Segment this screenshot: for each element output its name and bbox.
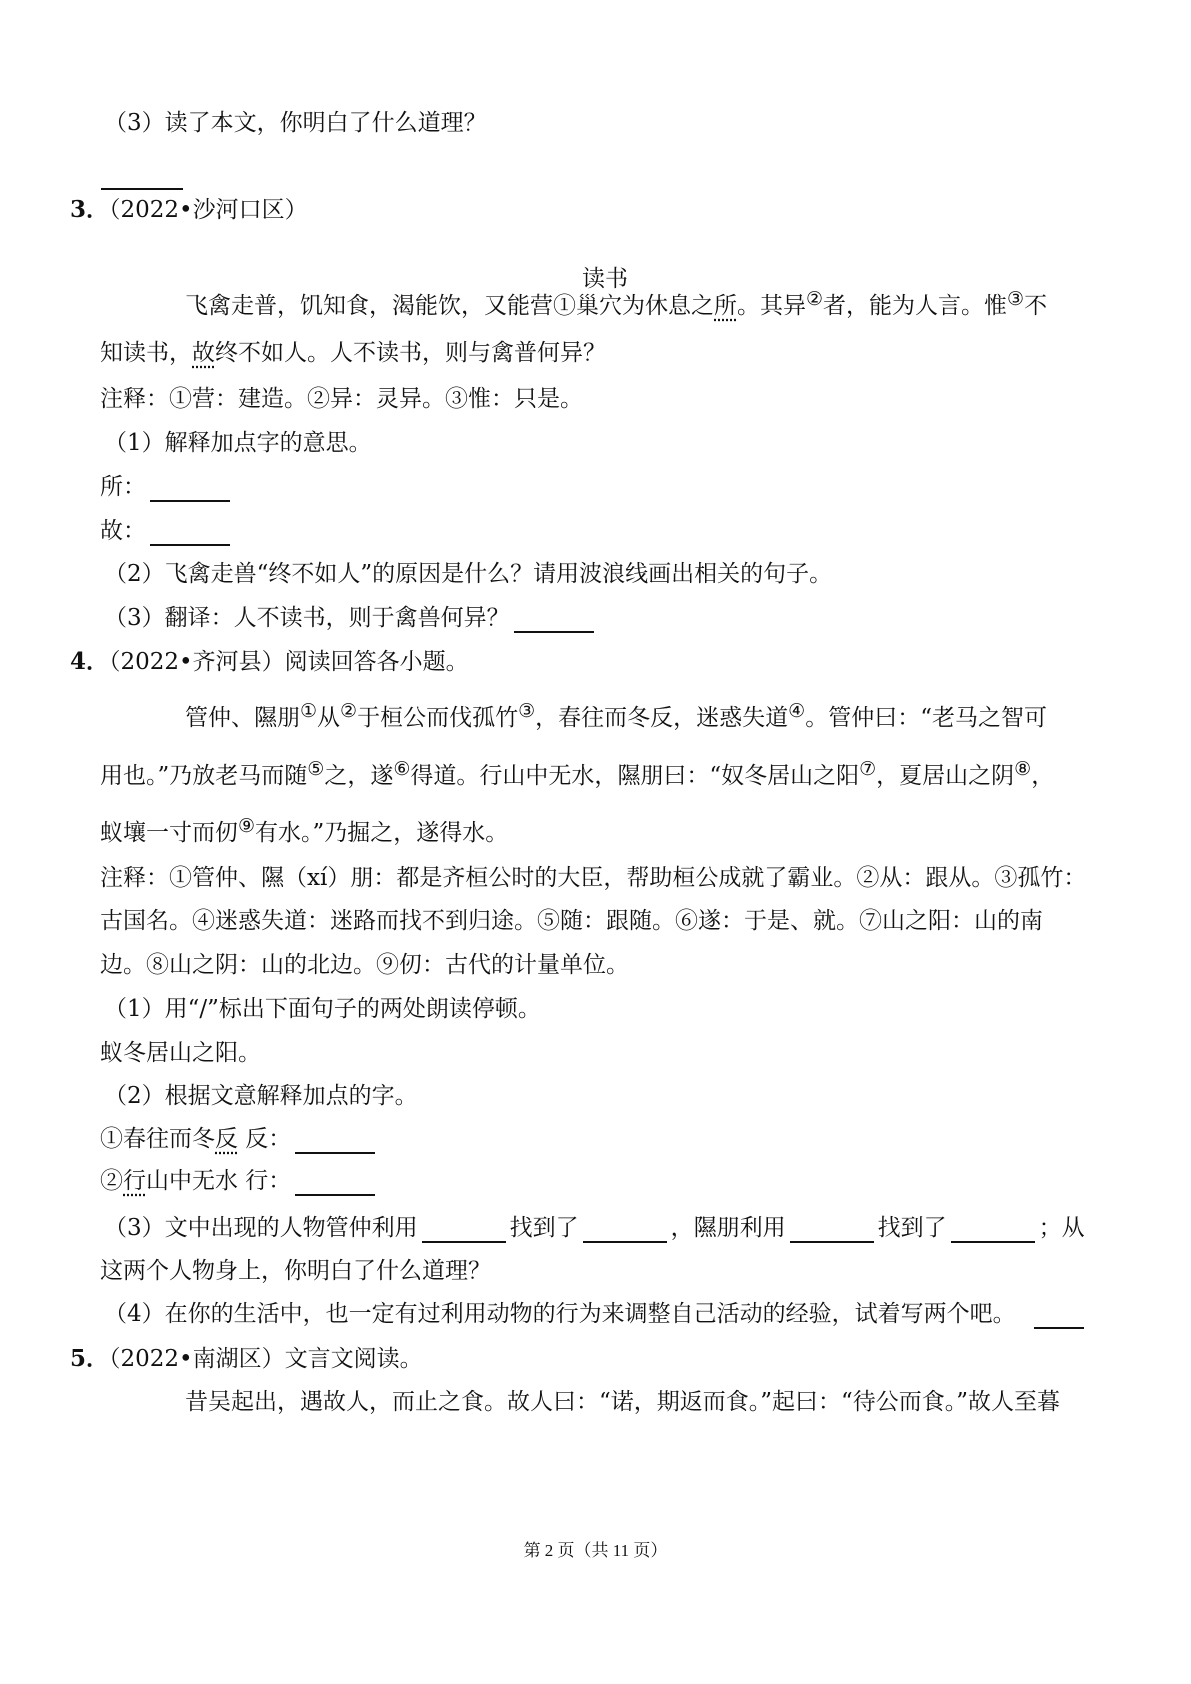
question-3-sub-1-a: 所： [100,474,234,502]
answer-blank[interactable] [150,478,230,502]
answer-blank[interactable] [790,1219,874,1243]
question-4-sub-3: （3）文中出现的人物管仲利用 找到了 ，隰朋利用 找到了 ；从 [104,1215,1085,1241]
question-4-sub-4: （4）在你的生活中，也一定有过利用动物的行为来调整自己活动的经验，试着写两个吧。 [104,1301,1088,1329]
question-number: 4． [70,648,110,675]
passage-notes: 注释：①营：建造。②异：灵异。③惟：只是。 [100,386,583,412]
passage-notes: 注释：①管仲、隰（xí）朋：都是齐桓公时的大臣，帮助桓公成就了霸业。②从：跟从。③孤竹： [100,865,1087,891]
question-source: （2022•齐河县）阅读回答各小题。 [109,649,469,675]
passage-line: 管仲、隰朋①从②于桓公而伐孤竹③，春往而冬反，迷惑失道④。管仲曰：“老马之智可 [185,700,1047,731]
dotted-character: 反 [215,1126,238,1152]
question-5-header [70,1345,423,1374]
answer-blank[interactable] [583,1219,667,1243]
passage-line: 飞禽走普，饥知食，渴能饮，又能营①巢穴为休息之所。其异②者，能为人言。惟③不 [185,288,1048,319]
question-2-sub-3: （3）读了本文，你明白了什么道理？ [104,110,487,136]
answer-blank[interactable] [295,1172,375,1196]
passage-line: 蚁壤一寸而仞⑨有水。”乃掘之，遂得水。 [100,815,509,846]
question-source: （2022•南湖区）文言文阅读。 [109,1346,423,1372]
passage-line: 知读书，故终不如人。人不读书，则与禽普何异？ [100,340,606,366]
question-4-sub-2: （2）根据文意解释加点的字。 [104,1083,418,1109]
question-3-sub-1: （1）解释加点字的意思。 [104,430,372,456]
answer-blank[interactable] [150,522,230,546]
answer-blank[interactable] [295,1130,375,1154]
answer-blank[interactable] [951,1219,1035,1243]
question-number: 5． [70,1345,110,1372]
passage-line: 昔吴起出，遇故人，而止之食。故人曰：“诺，期返而食。”起曰：“待公而食。”故人至暮 [185,1389,1061,1415]
question-3-header [70,196,308,225]
passage-title: 读书 [582,266,628,292]
dotted-character: 所 [714,293,737,319]
question-3-sub-1-b: 故： [100,518,234,546]
question-4-sub-1-sentence: 蚁冬居山之阳。 [100,1040,261,1066]
question-4-header [70,648,469,677]
passage-notes: 古国名。④迷惑失道：迷路而找不到归途。⑤随：跟随。⑥遂：于是、就。⑦山之阳：山的南 [100,908,1043,934]
answer-blank[interactable] [514,609,594,633]
dotted-character: 行 [123,1168,146,1194]
passage-line: 用也。”乃放老马而随⑤之，遂⑥得道。行山中无水，隰朋曰：“奴冬居山之阳⑦，夏居山之阴⑧， [100,758,1055,789]
question-4-sub-2-a: ①春往而冬反 反： [100,1126,379,1154]
question-4-sub-3-line-2: 这两个人物身上，你明白了什么道理？ [100,1258,491,1284]
answer-blank[interactable] [101,188,183,190]
question-source: （2022•沙河口区） [109,197,308,223]
passage-notes: 边。⑧山之阴：山的北边。⑨仞：古代的计量单位。 [100,952,629,978]
answer-blank[interactable] [422,1219,506,1243]
question-number: 3． [70,196,110,223]
question-3-sub-2: （2）飞禽走兽“终不如人”的原因是什么？请用波浪线画出相关的句子。 [104,561,833,587]
dotted-character: 故 [192,340,215,366]
page-footer: 第 2 页（共 11 页） [523,1541,668,1560]
question-4-sub-2-b: ②行山中无水 行： [100,1168,379,1196]
answer-blank[interactable] [1034,1305,1084,1329]
question-4-sub-1: （1）用“/”标出下面句子的两处朗读停顿。 [104,996,541,1022]
question-3-sub-3: （3）翻译：人不读书，则于禽兽何异？ [104,605,598,633]
